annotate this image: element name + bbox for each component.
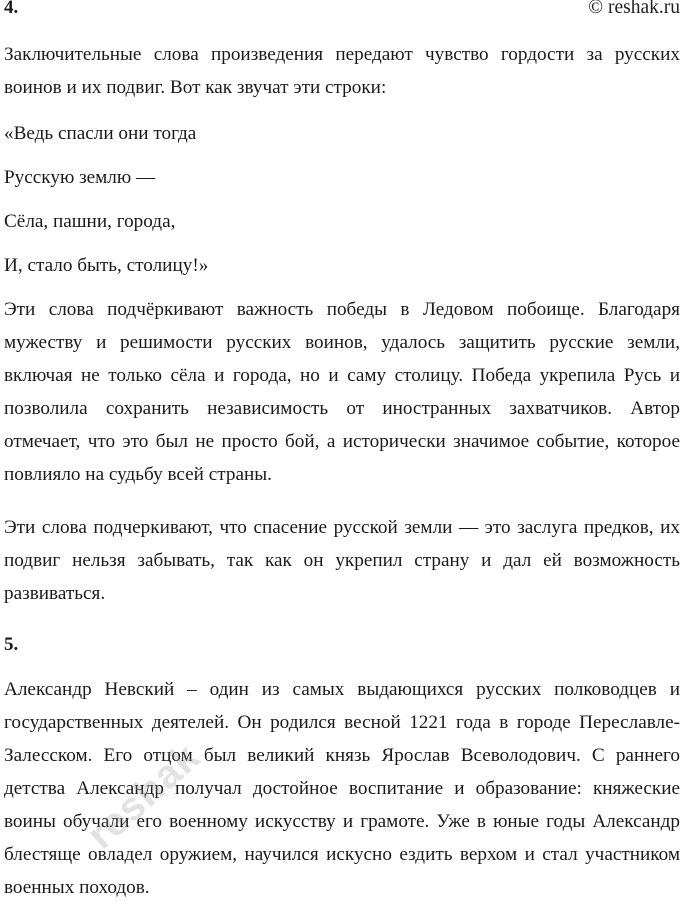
task-number-4: 4. (4, 0, 19, 18)
poem-line-4: И, стало быть, столицу!» (4, 255, 209, 276)
site-credit: © reshak.ru (588, 0, 680, 18)
task4-intro: Заключительные слова произведения передают чувство гордости за русских воинов и их подвиг. Вот как звучат эти строки: (4, 44, 680, 98)
task4-paragraph-2: Эти слова подчеркивают, что спасение русской земли — это заслуга предков, их подвиг нельзя забывать, так как он укрепил страну и дал ей возможность развиваться. (4, 517, 680, 604)
header (4, 0, 680, 24)
poem-line-3: Сёла, пашни, города, (4, 211, 176, 232)
reshak-watermark: reshak (78, 734, 209, 858)
task5-paragraph: Александр Невский – один из самых выдающихся русских полководцев и государственных деятелей. Он родился весной 1221 года в городе Переславле-Залесском. Его отцом был великий князь Ярослав Всеволодович. С раннего детства Александр получал достойное воспитание и образование: княжеские воины обучали его военному искусству и грамоте. Уже в юные годы Александр блестяще овладел оружием, научился искусно ездить верхом и стал участником военных походов. (4, 679, 680, 898)
task4-paragraph-1: Эти слова подчёркивают важность победы в Ледовом побоище. Благодаря мужеству и решимости русских воинов, удалось защитить русские земли, включая не только сёла и города, но и саму столицу. Победа укрепила Русь и позволила сохранить независимость от иностранных захватчиков. Автор отмечает, что это был не просто бой, а исторически значимое событие, которое повлияло на судьбу всей страны. (4, 299, 680, 485)
poem-line-2: Русскую землю — (4, 167, 156, 188)
task-number-5: 5. (4, 634, 19, 655)
poem-line-1: «Ведь спасли они тогда (4, 123, 197, 144)
